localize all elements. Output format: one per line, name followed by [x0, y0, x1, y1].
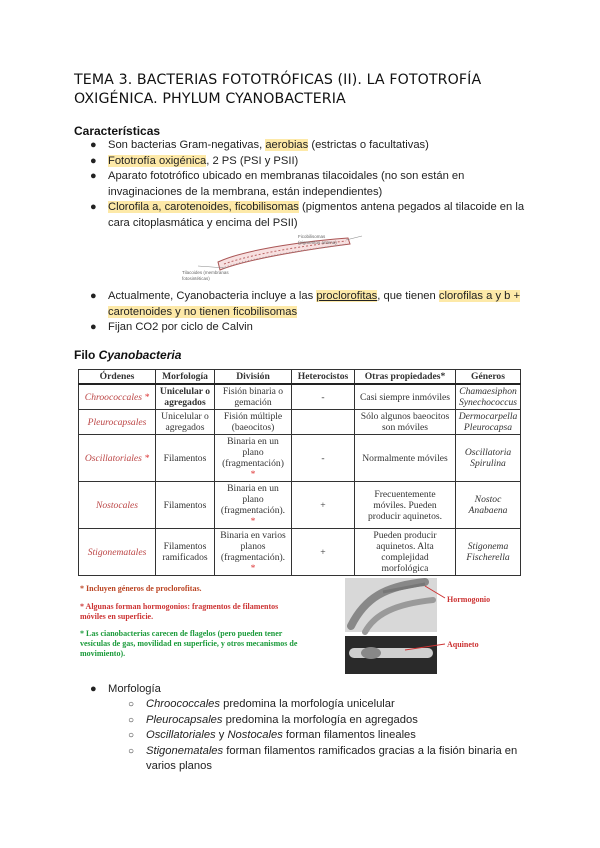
- bullet-icon: ●: [90, 154, 97, 167]
- list-item: ○ Chroococcales predomina la morfología unicelular: [146, 697, 536, 713]
- page-title: TEMA 3. BACTERIAS FOTOTRÓFICAS (II). LA FOTOTROFÍA OXIGÉNICA. PHYLUM CYANOBACTERIA: [74, 72, 482, 107]
- list-item: ● Fijan CO2 por ciclo de Calvin: [108, 320, 528, 336]
- bullet-icon: ●: [90, 290, 97, 302]
- morphology-sublist: [128, 697, 536, 775]
- bullet-icon: ●: [90, 139, 97, 151]
- heterocyst-cell: -: [292, 384, 355, 410]
- hormogonio-label: Hormogonio: [447, 595, 491, 604]
- genera-cell: Dermocarpella Pleurocapsa: [456, 410, 521, 435]
- division-cell: Fisión múltiple (baeocitos): [215, 410, 292, 435]
- division-cell: Binaria en un plano (fragmentación) *: [215, 435, 292, 482]
- list-item: ● Aparato fototrófico ubicado en membranas tilacoidales (no son están en invaginaciones de la membrana, están independientes): [90, 170, 465, 198]
- genera-cell: Chamaesiphon Synechococcus: [456, 384, 521, 410]
- col-header: División: [215, 370, 292, 385]
- note-flagelos-2: vesículas de gas, movilidad en superficie, y otros mecanismos de: [80, 639, 298, 649]
- genera-cell: Oscillatoria Spirulina: [456, 435, 521, 482]
- list-item: ○ Stigonematales forman filamentos ramificados gracias a la fisión binaria en varios planos: [128, 744, 518, 772]
- heterocyst-cell: +: [292, 529, 355, 576]
- table-row: [79, 435, 521, 482]
- division-cell: Binaria en varios planos (fragmentación). *: [215, 529, 292, 576]
- col-header: Órdenes: [79, 370, 156, 385]
- morphology-list: [90, 682, 528, 698]
- order-cell: Nostocales: [79, 482, 156, 529]
- note-hormogonios: * Algunas forman hormogonios: fragmentos de filamentos: [80, 601, 279, 611]
- circle-bullet-icon: ○: [128, 699, 135, 710]
- morphology-cell: Unicelular o agregados: [156, 384, 215, 410]
- order-cell: Pleurocapsales: [79, 410, 156, 435]
- list-item: ○ Pleurocapsales predomina la morfología en agregados: [146, 713, 536, 729]
- characteristics-list-2: [90, 289, 528, 336]
- note-proclorofitas: * Incluyen géneros de proclorofitas.: [80, 584, 202, 593]
- phylum-heading: Filo Cyanobacteria: [74, 348, 182, 362]
- note-flagelos-3: movimiento).: [80, 648, 126, 658]
- list-item: ● Morfología: [108, 682, 528, 698]
- order-cell: Chroococcales *: [79, 384, 156, 410]
- figure-label: Ficobilisomas: [298, 234, 326, 239]
- morphology-cell: Filamentos: [156, 435, 215, 482]
- note-flagelos: * Las cianobacterias carecen de flagelos (pero pueden tener: [80, 629, 283, 639]
- morphology-cell: Filamentos ramificados: [156, 529, 215, 576]
- characteristics-heading: Características: [74, 124, 161, 138]
- table-notes: [80, 584, 342, 659]
- list-item: ● Actualmente, Cyanobacteria incluye a las proclorofitas, que tienen clorofilas a y b + carotenoides y no tienen ficobilisomas: [90, 290, 521, 318]
- thylakoid-figure: [178, 228, 378, 288]
- division-cell: Fisión binaria o gemación: [215, 384, 292, 410]
- bullet-icon: ●: [90, 170, 97, 182]
- cyanobacteria-table: [78, 369, 521, 576]
- genera-cell: Stigonema Fischerella: [456, 529, 521, 576]
- list-item: ○ Oscillatoriales y Nostocales forman filamentos lineales: [146, 728, 536, 744]
- figure-label: (pigmentos antena): [298, 240, 337, 245]
- genera-cell: Nostoc Anabaena: [456, 482, 521, 529]
- table-row: [79, 529, 521, 576]
- heterocyst-cell: +: [292, 482, 355, 529]
- heterocyst-cell: [292, 410, 355, 435]
- table-header-row: [79, 370, 521, 385]
- bullet-icon: ●: [90, 321, 97, 333]
- properties-cell: Pueden producir aquinetos. Alta complejidad morfológica: [355, 529, 456, 576]
- list-item: ● Son bacterias Gram-negativas, aerobias (estrictas o facultativas): [108, 138, 528, 154]
- aquineto-label: Aquineto: [447, 640, 479, 649]
- morphology-cell: Filamentos: [156, 482, 215, 529]
- col-header: Géneros: [456, 370, 521, 385]
- circle-bullet-icon: ○: [128, 714, 135, 726]
- table-row: [79, 384, 521, 410]
- col-header: Heterocistos: [292, 370, 355, 385]
- table-row: [79, 482, 521, 529]
- list-item: ● Fototrofía oxigénica, 2 PS (PSI y PSII): [108, 154, 528, 170]
- characteristics-list: [90, 138, 528, 231]
- properties-cell: Frecuentemente móviles. Pueden producir aquinetos.: [355, 482, 456, 529]
- col-header: Otras propiedades*: [355, 370, 456, 385]
- note-hormogonios-2: móviles en superficie.: [80, 611, 154, 621]
- thylakoid-drawing: [198, 236, 362, 270]
- properties-cell: Casi siempre inmóviles: [355, 384, 456, 410]
- micrograph-figure: [345, 578, 525, 678]
- col-header: Morfología: [156, 370, 215, 385]
- morphology-cell: Unicelular o agregados: [156, 410, 215, 435]
- properties-cell: Sólo algunos baeocitos son móviles: [355, 410, 456, 435]
- table-row: [79, 410, 521, 435]
- heterocyst-cell: -: [292, 435, 355, 482]
- circle-bullet-icon: ○: [128, 745, 135, 757]
- circle-bullet-icon: ○: [128, 730, 135, 741]
- list-item: ● Clorofila a, carotenoides, ficobilisomas (pigmentos antena pegados al tilacoide en la cara citoplasmática y encima del PSII): [90, 201, 525, 229]
- order-cell: Oscillatoriales *: [79, 435, 156, 482]
- bullet-icon: ●: [90, 683, 97, 695]
- bullet-icon: ●: [90, 201, 97, 213]
- division-cell: Binaria en un plano (fragmentación). *: [215, 482, 292, 529]
- properties-cell: Normalmente móviles: [355, 435, 456, 482]
- figure-label: Tilacoides (membranas: [182, 270, 229, 275]
- figure-label: fotosintéticas): [182, 276, 210, 281]
- order-cell: Stigonematales: [79, 529, 156, 576]
